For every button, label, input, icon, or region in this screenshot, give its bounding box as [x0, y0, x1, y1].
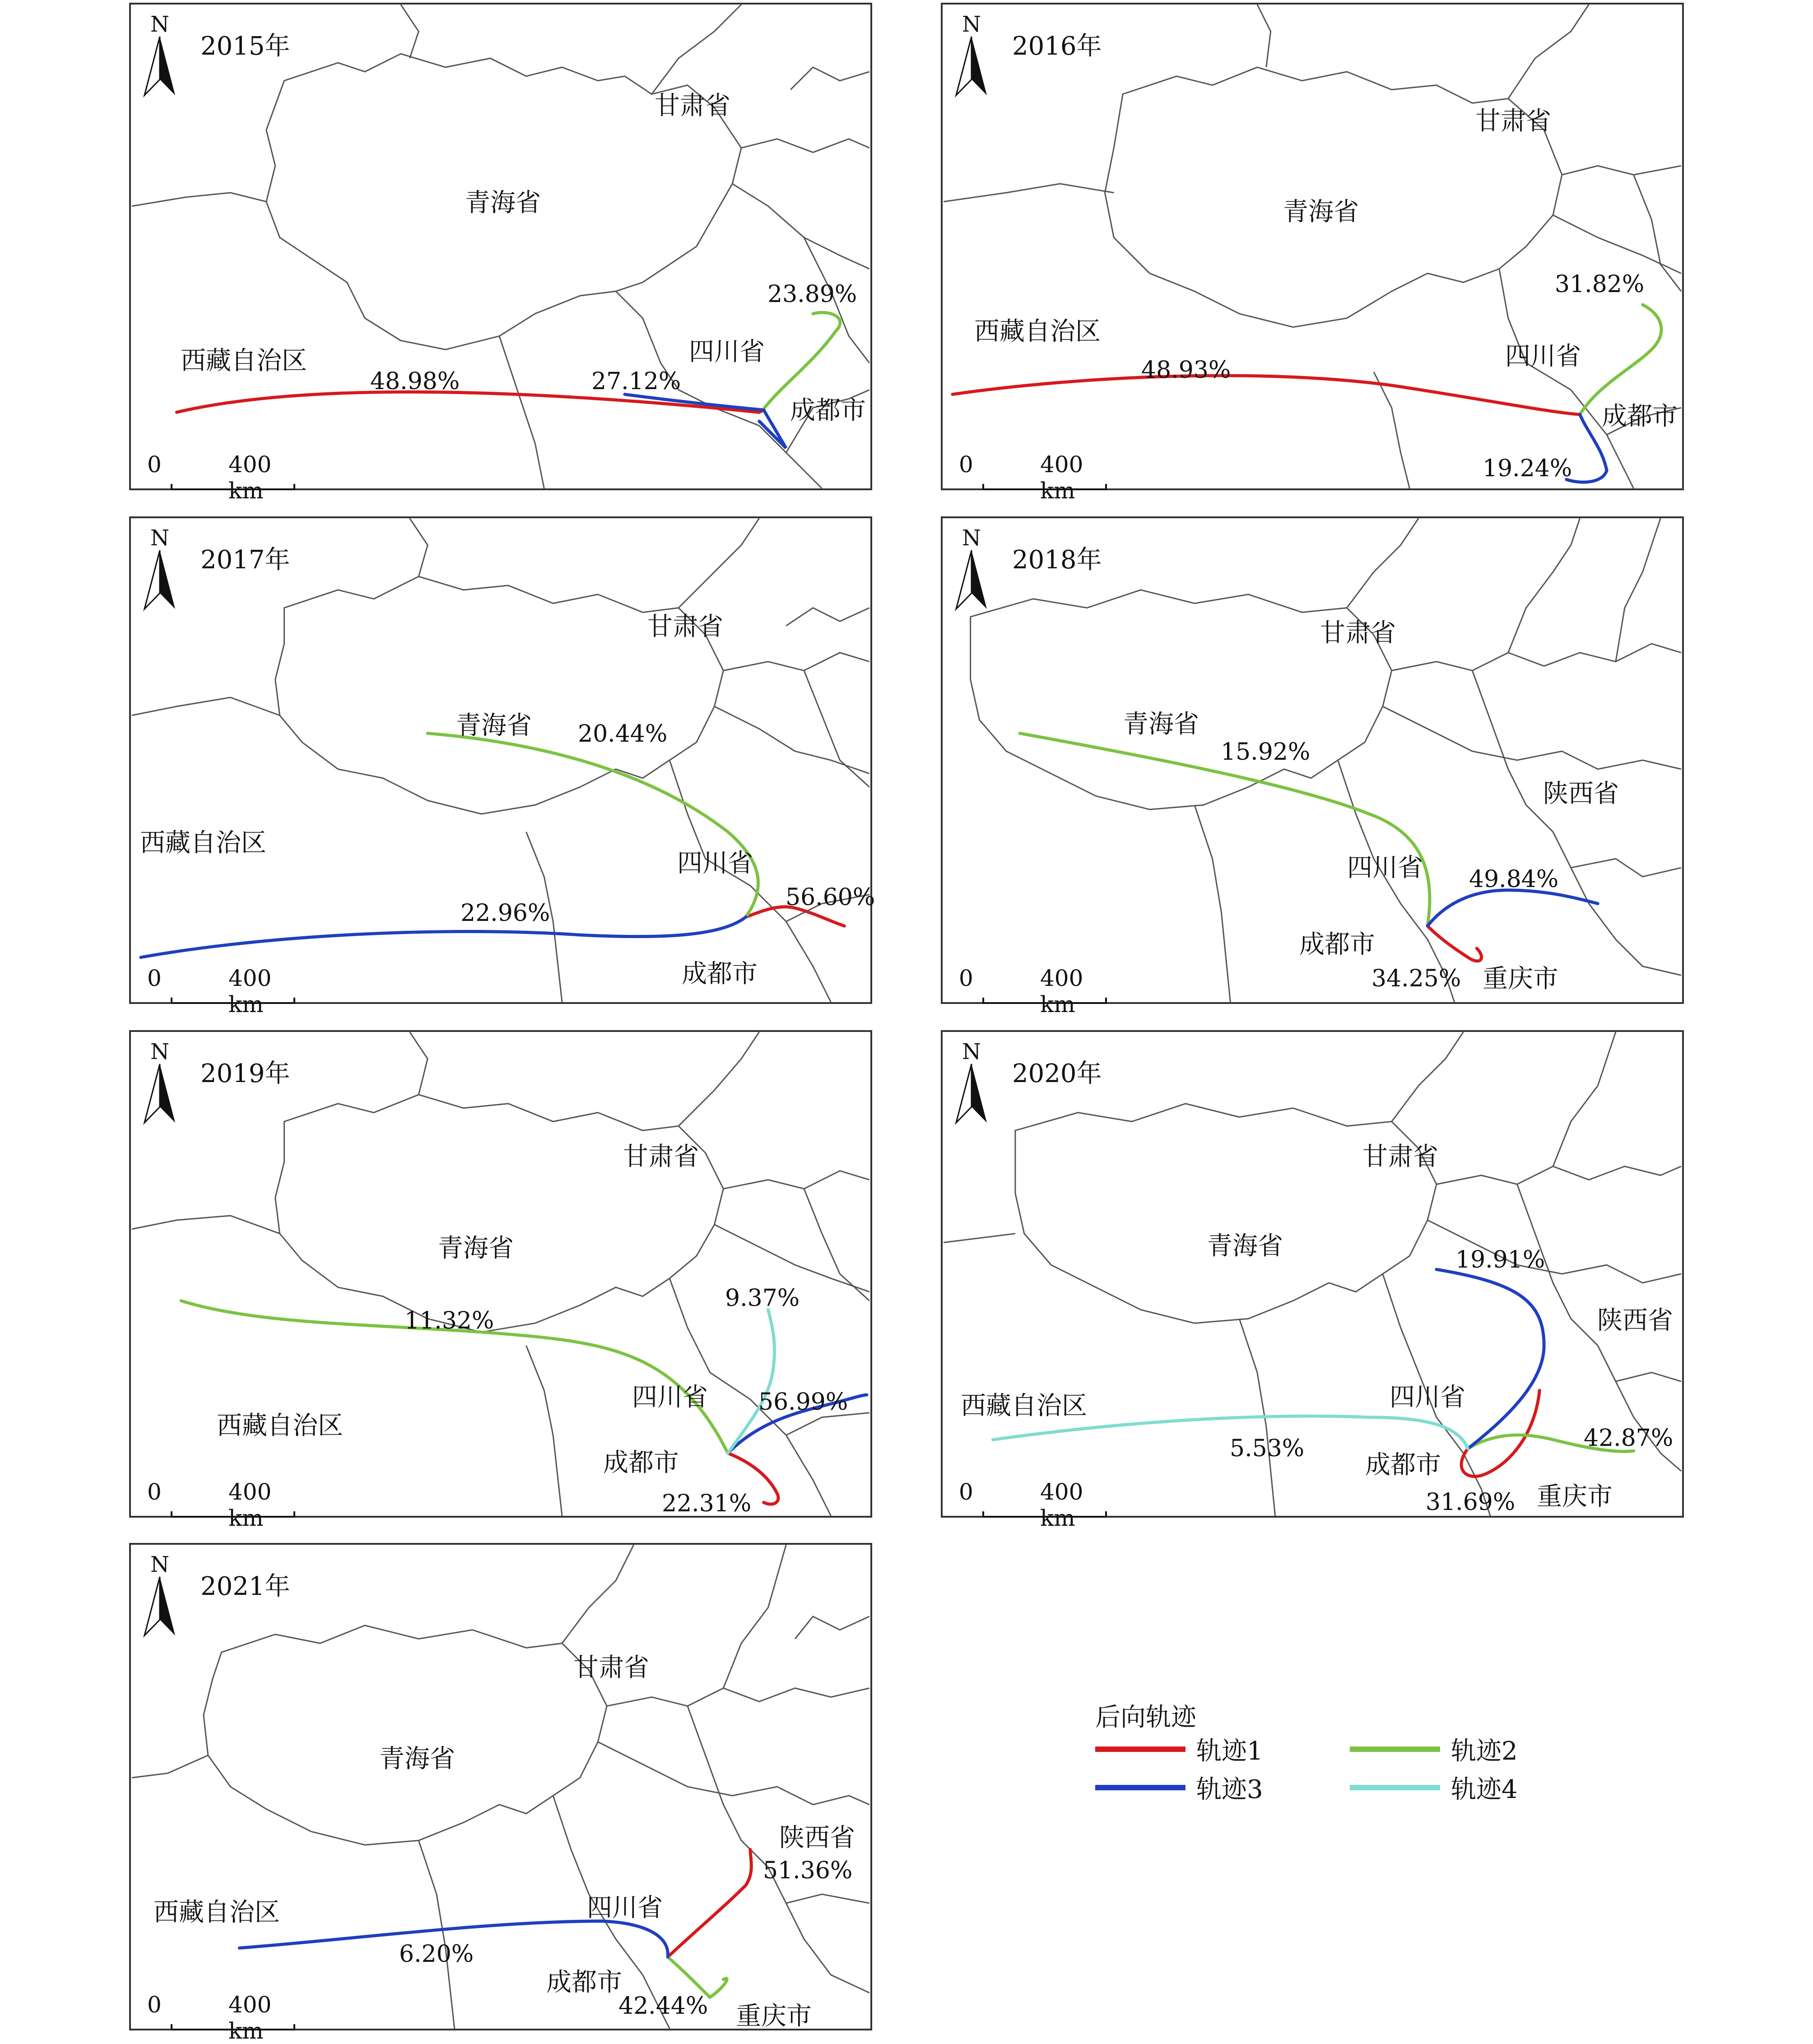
label-sichuan: 四川省 [677, 849, 753, 878]
scale-distance: 400 km [228, 965, 272, 1017]
map-canvas [131, 1545, 870, 2029]
trajectory-3 [1436, 1269, 1544, 1449]
scale-distance: 400 km [228, 1992, 272, 2044]
legend-label-4: 轨迹4 [1451, 1775, 1518, 1804]
scale-bar [147, 1479, 283, 1531]
label-xizang: 西藏自治区 [961, 1391, 1087, 1421]
scale-line [982, 998, 1107, 1004]
label-chengdu: 成都市 [1299, 930, 1375, 959]
legend-item-3 [1095, 1772, 1263, 1803]
north-arrow-label: N [962, 1039, 981, 1064]
north-arrow-icon [955, 37, 988, 95]
pct-trajectory-3: 19.91% [1455, 1246, 1545, 1273]
legend-swatch-2 [1350, 1747, 1440, 1752]
label-shaanxi: 陕西省 [779, 1823, 855, 1853]
pct-trajectory-2: 31.82% [1555, 271, 1645, 298]
north-arrow [953, 1039, 990, 1125]
scale-bar [147, 965, 283, 1017]
scale-distance: 400 km [1040, 965, 1083, 1017]
label-qinghai: 青海省 [379, 1744, 455, 1774]
label-gansu: 甘肃省 [1362, 1142, 1438, 1171]
label-chengdu: 成都市 [1602, 402, 1678, 431]
label-qinghai: 青海省 [456, 711, 532, 740]
label-xizang: 西藏自治区 [140, 828, 266, 858]
scale-zero: 0 [147, 1992, 162, 2018]
scale-bar [959, 965, 1094, 1017]
label-sichuan: 四川省 [632, 1383, 708, 1412]
pct-trajectory-2: 42.44% [618, 1993, 708, 2020]
label-chengdu: 成都市 [682, 959, 758, 989]
north-arrow-icon [144, 1577, 176, 1635]
pct-trajectory-2: 42.87% [1584, 1425, 1674, 1452]
label-chengdu: 成都市 [546, 1968, 622, 1997]
pct-trajectory-2: 15.92% [1221, 739, 1311, 766]
map-panel-2018 [941, 516, 1684, 1017]
label-chongqing: 重庆市 [736, 2002, 812, 2031]
scale-line [982, 1511, 1107, 1518]
north-arrow [142, 1552, 178, 1638]
pct-trajectory-3: 6.20% [399, 1941, 474, 1968]
trajectory-3 [1427, 890, 1598, 926]
pct-trajectory-3: 27.12% [591, 368, 681, 395]
scale-line [171, 998, 295, 1004]
label-qinghai: 青海省 [1207, 1231, 1283, 1261]
north-arrow-label: N [962, 12, 981, 37]
trajectory-2 [428, 733, 758, 917]
panel-year: 2017年 [200, 545, 290, 575]
scale-zero: 0 [147, 965, 162, 991]
scale-distance: 400 km [228, 1479, 272, 1531]
panel-year: 2018年 [1012, 545, 1102, 575]
scale-line [171, 484, 295, 490]
pct-trajectory-2: 20.44% [578, 720, 668, 748]
map-canvas [943, 1032, 1682, 1516]
north-arrow-icon [144, 550, 176, 609]
legend-item-4 [1350, 1772, 1518, 1803]
pct-trajectory-1: 56.60% [786, 884, 875, 911]
north-arrow-label: N [962, 525, 981, 551]
label-sichuan: 四川省 [1347, 853, 1423, 883]
scale-distance: 400 km [1040, 451, 1083, 504]
map-panel-2019 [129, 1030, 872, 1531]
trajectories [239, 1849, 751, 1998]
map-panel-2017 [129, 516, 875, 1017]
trajectories [993, 1269, 1633, 1477]
panel-year: 2019年 [200, 1059, 290, 1088]
trajectory-4 [728, 1310, 774, 1453]
pct-trajectory-2: 11.32% [404, 1307, 494, 1334]
trajectory-1 [668, 1849, 751, 1957]
label-gansu: 甘肃省 [1320, 618, 1396, 648]
scale-zero: 0 [147, 1479, 162, 1505]
label-xizang: 西藏自治区 [153, 1898, 280, 1927]
legend-item-1 [1095, 1733, 1263, 1765]
label-chongqing: 重庆市 [1537, 1482, 1613, 1511]
pct-trajectory-1: 51.36% [763, 1857, 853, 1884]
label-qinghai: 青海省 [438, 1234, 514, 1263]
north-arrow [142, 12, 178, 98]
panel-year: 2020年 [1012, 1059, 1102, 1088]
label-chengdu: 成都市 [790, 396, 866, 425]
pct-trajectory-1: 34.25% [1371, 965, 1461, 992]
pct-trajectory-1: 48.98% [370, 368, 460, 395]
legend-label-2: 轨迹2 [1451, 1737, 1518, 1766]
trajectory-3 [141, 917, 746, 957]
map-canvas [131, 1032, 870, 1516]
map-canvas [131, 518, 870, 1002]
label-chengdu: 成都市 [603, 1448, 679, 1477]
map-panel-2015 [129, 3, 872, 504]
north-arrow-icon [144, 37, 176, 95]
label-sichuan: 四川省 [1505, 342, 1581, 371]
pct-trajectory-2: 23.89% [767, 281, 857, 308]
label-sichuan: 四川省 [1390, 1383, 1465, 1412]
province-borders [132, 5, 869, 488]
map-canvas [943, 5, 1682, 488]
label-xizang: 西藏自治区 [217, 1411, 343, 1440]
north-arrow [142, 525, 178, 611]
north-arrow-label: N [150, 12, 169, 37]
scale-bar [959, 1479, 1094, 1531]
pct-trajectory-1: 22.31% [662, 1490, 752, 1517]
label-qinghai: 青海省 [465, 188, 541, 218]
legend-label-3: 轨迹3 [1196, 1775, 1263, 1804]
pct-trajectory-1: 48.93% [1141, 357, 1231, 384]
label-chengdu: 成都市 [1365, 1450, 1441, 1480]
north-arrow-label: N [150, 1552, 169, 1577]
legend-swatch-1 [1095, 1747, 1185, 1752]
scale-zero: 0 [959, 451, 973, 478]
north-arrow [953, 525, 990, 611]
north-arrow-icon [955, 550, 988, 609]
legend-title: 后向轨迹 [1095, 1703, 1196, 1732]
label-gansu: 甘肃省 [623, 1142, 699, 1171]
map-canvas [131, 5, 870, 488]
label-xizang: 西藏自治区 [181, 346, 307, 376]
legend-label-1: 轨迹1 [1196, 1737, 1263, 1766]
pct-trajectory-3: 19.24% [1483, 455, 1572, 482]
label-sichuan: 四川省 [587, 1893, 663, 1923]
pct-trajectory-4: 9.37% [725, 1285, 800, 1312]
scale-bar [147, 1992, 283, 2044]
legend-swatch-3 [1095, 1785, 1185, 1790]
scale-line [171, 2024, 295, 2030]
label-chongqing: 重庆市 [1483, 964, 1558, 994]
north-arrow-icon [144, 1064, 176, 1123]
label-shaanxi: 陕西省 [1543, 779, 1619, 808]
map-panel-2021 [129, 1543, 872, 2044]
north-arrow-icon [955, 1064, 988, 1123]
label-sichuan: 四川省 [689, 337, 765, 367]
pct-trajectory-3: 49.84% [1469, 866, 1559, 893]
province-borders [132, 1545, 869, 2029]
trajectory-2 [668, 1957, 727, 1997]
panel-year: 2021年 [200, 1572, 290, 1601]
scale-zero: 0 [147, 451, 162, 478]
north-arrow-label: N [150, 1039, 169, 1064]
map-panel-2020 [941, 1030, 1684, 1531]
north-arrow-label: N [150, 525, 169, 551]
label-xizang: 西藏自治区 [974, 317, 1101, 346]
map-panel-2016 [941, 3, 1684, 504]
trajectory-1 [1461, 1390, 1539, 1477]
scale-distance: 400 km [1040, 1479, 1083, 1531]
trajectory-3 [1567, 414, 1607, 482]
panel-year: 2015年 [200, 32, 290, 61]
scale-zero: 0 [959, 1479, 973, 1505]
label-gansu: 甘肃省 [1475, 107, 1551, 136]
label-gansu: 甘肃省 [647, 612, 723, 641]
legend-item-2 [1350, 1733, 1518, 1765]
scale-bar [959, 451, 1094, 504]
label-shaanxi: 陕西省 [1597, 1306, 1673, 1335]
label-qinghai: 青海省 [1283, 197, 1359, 227]
north-arrow [953, 12, 990, 98]
legend-swatch-4 [1350, 1785, 1440, 1790]
scale-line [982, 484, 1107, 490]
label-gansu: 甘肃省 [573, 1653, 649, 1682]
label-gansu: 甘肃省 [655, 91, 730, 121]
label-qinghai: 青海省 [1123, 710, 1199, 739]
pct-trajectory-1: 31.69% [1426, 1489, 1515, 1516]
pct-trajectory-3: 22.96% [460, 900, 550, 927]
province-borders [944, 5, 1681, 488]
pct-trajectory-3: 56.99% [758, 1389, 848, 1416]
scale-bar [147, 451, 283, 504]
trajectory-1 [953, 376, 1580, 414]
panel-year: 2016年 [1012, 32, 1102, 61]
scale-distance: 400 km [228, 451, 272, 504]
scale-line [171, 1511, 295, 1518]
province-borders [132, 518, 869, 1002]
province-borders [132, 1032, 869, 1516]
pct-trajectory-4: 5.53% [1230, 1435, 1305, 1462]
trajectory-legend [1092, 1697, 1544, 1815]
scale-zero: 0 [959, 965, 973, 991]
north-arrow [142, 1039, 178, 1125]
